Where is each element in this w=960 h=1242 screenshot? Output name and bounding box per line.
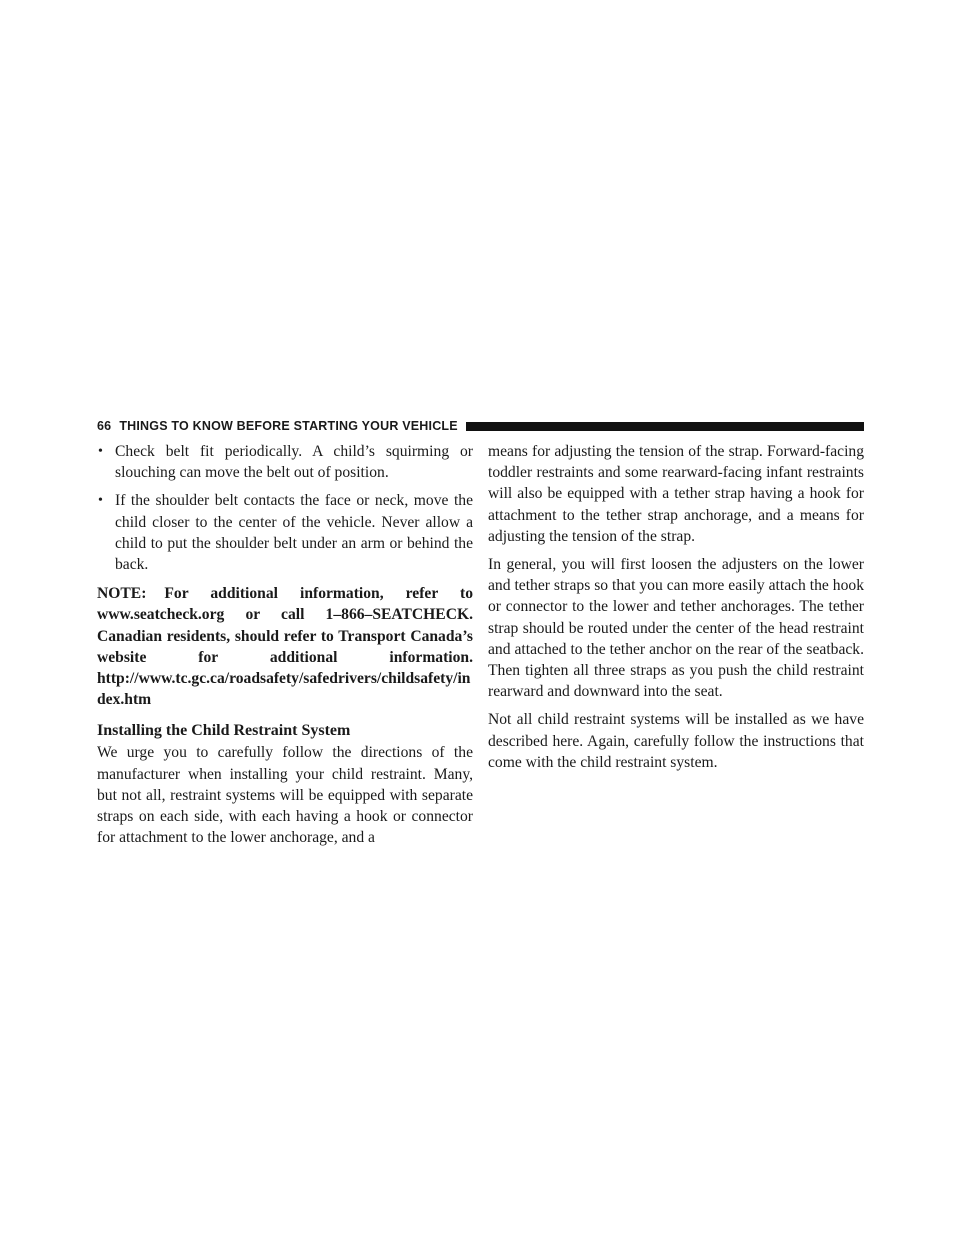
bullet-text: If the shoulder belt contacts the face or neck, move the child closer to the center of the vehicle. Never allow a child to put the shoulder belt under an arm or behind the back.	[115, 492, 473, 574]
bullet-text: Check belt fit periodically. A child’s squirming or slouching can move the belt out of position.	[115, 443, 473, 482]
left-column	[97, 441, 473, 848]
bullet-item	[97, 490, 473, 575]
header-rule	[466, 422, 864, 431]
bullet-icon: •	[98, 444, 103, 459]
bullet-icon: •	[98, 493, 103, 509]
chapter-title: THINGS TO KNOW BEFORE STARTING YOUR VEHICLE	[119, 419, 458, 433]
paragraph: Not all child restraint systems will be installed as we have described here. Again, carefully follow the instructions that come with the child restraint system.	[488, 711, 864, 771]
note-text: For additional information, refer to www.seatcheck.org or call 1–866–SEATCHECK. Canadian residents, should refer to Transport Canada’s website for additional information. http://www.tc.gc.ca/roadsafety/safedrivers/childsafety/index.htm	[97, 585, 473, 709]
section-paragraph: We urge you to carefully follow the directions of the manufacturer when installing your child restraint. Many, but not all, restraint systems will be equipped with separate straps on each side, with each having a hook or connector for attachment to the lower anchorage, and a	[97, 744, 473, 847]
page-number: 66	[97, 419, 112, 433]
bullet-item	[97, 441, 473, 483]
section-heading: Installing the Child Restraint System	[97, 722, 351, 740]
right-column	[488, 441, 864, 773]
paragraph: means for adjusting the tension of the strap. Forward-facing toddler restraints and some rearward-facing infant restraints will also be equipped with a tether strap having a hook for attachment to the tether strap anchorage, and a means for adjusting the tension of the strap.	[488, 443, 864, 545]
page-header	[97, 418, 864, 434]
note-label: NOTE:	[97, 585, 147, 603]
paragraph: In general, you will first loosen the adjusters on the lower and tether straps so that you can more easily attach the hook or connector to the lower and tether anchorages. The tether strap should be routed under the center of the head restraint and attached to the tether anchor on the rear of the seatback. Then tighten all three straps as you push the child restraint rearward and downward into the seat.	[488, 556, 864, 701]
note-block	[97, 583, 473, 710]
